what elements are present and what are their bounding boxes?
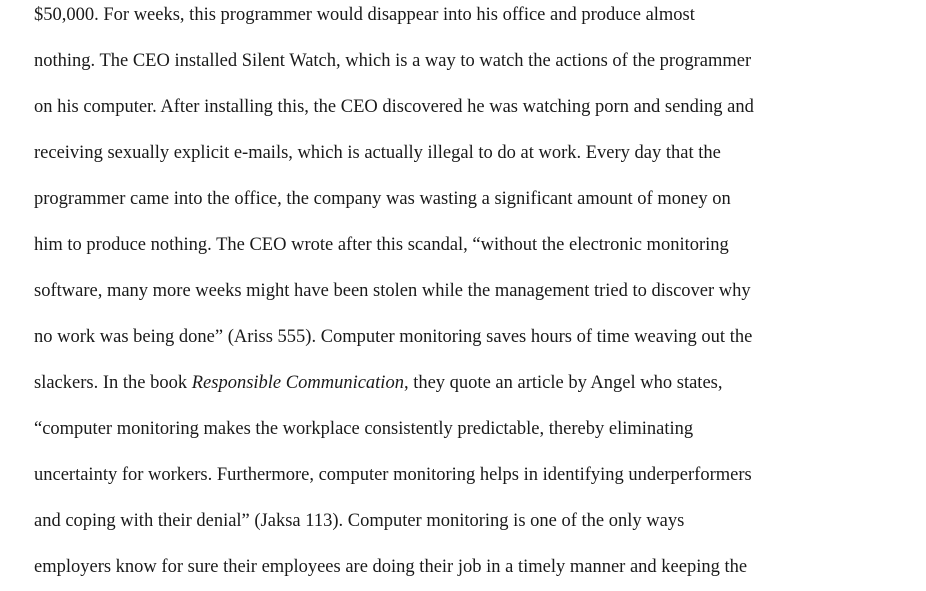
text-line-13: employers know for sure their employees are doing their job in a timely manner and keeping the <box>34 557 748 577</box>
text-line-4: receiving sexually explicit e-mails, which is actually illegal to do at work. Every day that the <box>34 143 721 163</box>
text-line-2: nothing. The CEO installed Silent Watch, which is a way to watch the actions of the programmer <box>34 51 752 71</box>
text-line-9-end: , they quote an article by Angel who states, <box>403 373 723 393</box>
text-line-7: software, many more weeks might have been stolen while the management tried to discover why <box>34 281 751 301</box>
text-line-9 <box>34 371 722 395</box>
text-line-11: uncertainty for workers. Furthermore, computer monitoring helps in identifying underperformers <box>34 465 752 485</box>
text-line-8: no work was being done” (Ariss 555). Computer monitoring saves hours of time weaving out the <box>34 327 753 347</box>
text-line-6: him to produce nothing. The CEO wrote after this scandal, “without the electronic monitoring <box>34 235 729 255</box>
text-line-12: and coping with their denial” (Jaksa 113). Computer monitoring is one of the only ways <box>34 511 685 531</box>
book-title: Responsible Communication <box>191 373 404 393</box>
text-line-5: programmer came into the office, the company was wasting a significant amount of money on <box>34 189 731 209</box>
text-line-1: $50,000. For weeks, this programmer would disappear into his office and produce almost <box>34 5 695 25</box>
text-line-3: on his computer. After installing this, the CEO discovered he was watching porn and sending and <box>34 97 754 117</box>
text-line-9-start: slackers. In the book <box>34 373 192 393</box>
text-line-10: “computer monitoring makes the workplace consistently predictable, thereby eliminating <box>34 419 694 439</box>
